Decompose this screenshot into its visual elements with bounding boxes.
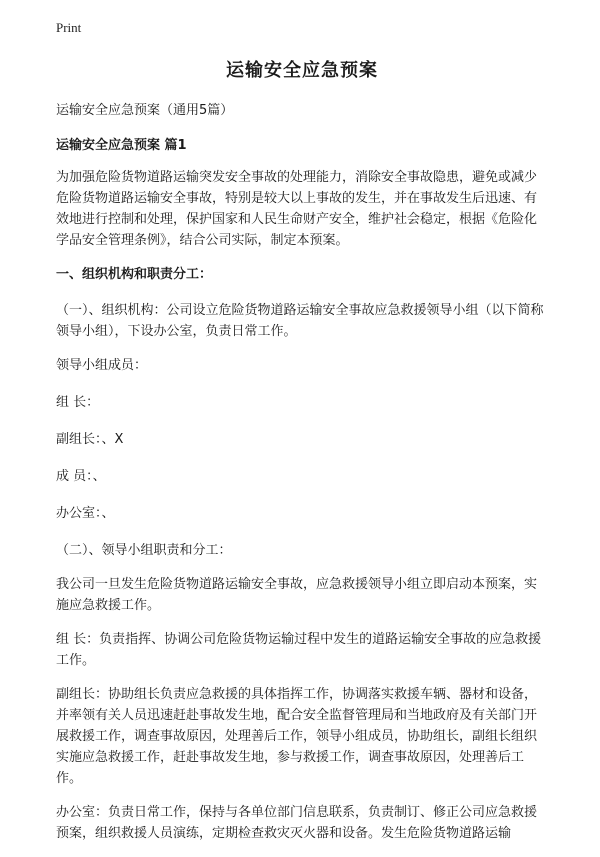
intro-paragraph: 为加强危险货物道路运输突发安全事故的处理能力，消除安全事故隐患，避免或减少危险货物道路运输安全事故，特别是较大以上事故的发生，并在事故发生后迅速、有效地进行控制和处理，保护国家和人民生命财产安全，维护社会稳定，根据《危险化学品安全管理条例》，结合公司实际，制定本预案。 (56, 170, 538, 248)
section-title: 运输安全应急预案 篇1 (56, 138, 187, 153)
heading-organization: 一、组织机构和职责分工： (56, 267, 213, 282)
duties-heading: （二）、领导小组职责和分工： (56, 543, 232, 558)
deputy-duty-paragraph: 副组长：协助组长负责应急救援的具体指挥工作，协调落实救援车辆、器材和设备，并率领有关人员迅速赶赴事故发生地，配合安全监督管理局和当地政府及有关部门开展救援工作，调查事故原因，处理善后工作，领导小组成员，协助组长，副组长组织实施应急救援工作，赶赴事故发生地，参与救援工作，调查事故原因，处理善后工作。 (56, 687, 538, 786)
office-line: 办公室：、 (56, 506, 115, 521)
deputy-line: 副组长：、X (56, 432, 124, 447)
print-link[interactable]: Print (56, 20, 82, 35)
duties-intro-paragraph: 我公司一旦发生危险货物道路运输安全事故，应急救援领导小组立即启动本预案，实施应急救援工作。 (56, 577, 538, 613)
org-paragraph: （一）、组织机构：公司设立危险货物道路运输安全事故应急救援领导小组（以下简称领导小组），下设办公室，负责日常工作。 (56, 303, 544, 339)
leader-duty-paragraph: 组 长：负责指挥、协调公司危险货物运输过程中发生的道路运输安全事故的应急救援工作。 (56, 632, 542, 668)
members-label: 领导小组成员： (56, 358, 148, 373)
document-body (56, 48, 548, 857)
document-title: 运输安全应急预案 (226, 60, 378, 81)
leader-line: 组 长： (56, 395, 100, 410)
document-subtitle: 运输安全应急预案（通用5篇） (56, 103, 234, 118)
office-duty-paragraph: 办公室：负责日常工作，保持与各单位部门信息联系，负责制订、修正公司应急救援预案，组织救援人员演练，定期检查救灾灭火器和设备。发生危险货物道路运输 (56, 805, 538, 841)
member-line: 成 员：、 (56, 469, 106, 484)
